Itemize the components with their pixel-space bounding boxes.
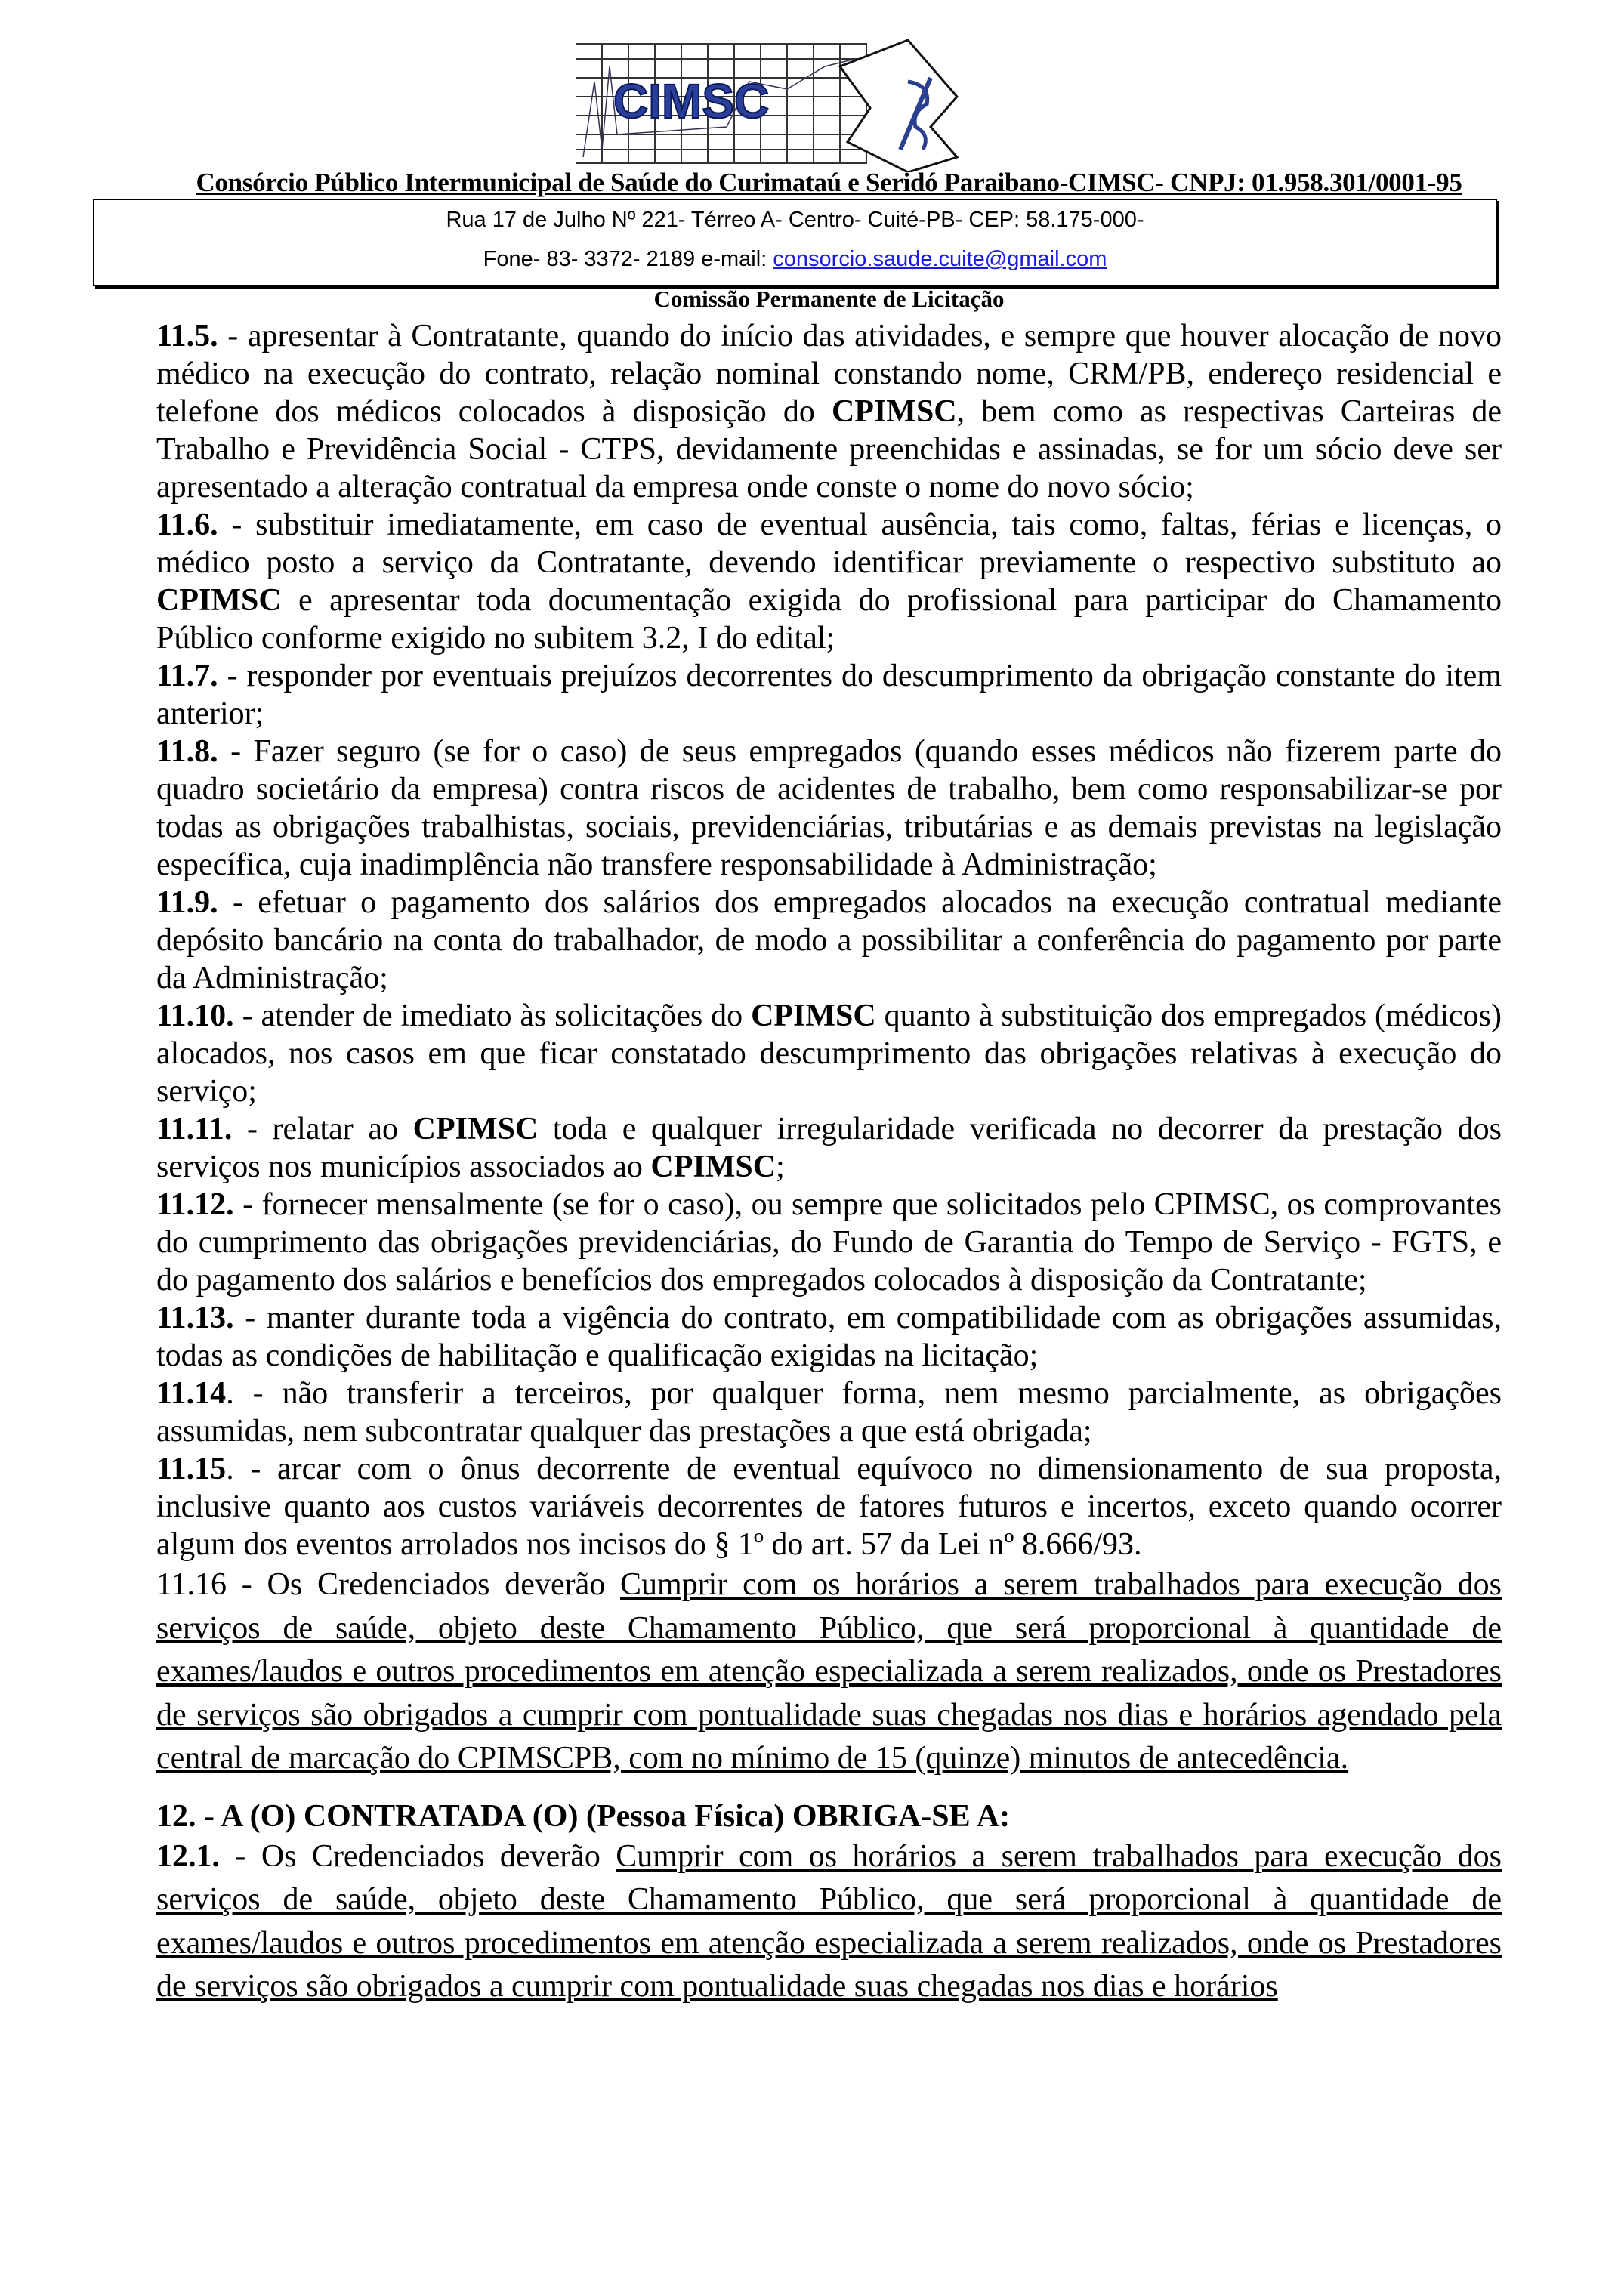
contact-line bbox=[94, 247, 1496, 272]
bold-text: CPIMSC bbox=[156, 583, 282, 618]
clause-text: - relatar ao bbox=[232, 1112, 413, 1146]
bold-text: 11.10. bbox=[156, 998, 234, 1033]
clause-text: - manter durante toda a vigência do contrato, em compatibilidade com as obrigações assumidas, todas as condições de habilitação e qualificação exigidas na licitação; bbox=[156, 1301, 1502, 1373]
bold-text: 12.1. bbox=[156, 1838, 220, 1874]
clause-text: - substituir imediatamente, em caso de eventual ausência, tais como, faltas, férias e licenças, o médico posto a serviço da Contratante, devendo identificar previamente o respectivo substituto ao bbox=[156, 508, 1502, 580]
clause-text: - Os Credenciados deverão bbox=[220, 1838, 616, 1874]
clause-text: - fornecer mensalmente (se for o caso), ou sempre que solicitados pelo CPIMSC, os comprovantes do cumprimento das obrigações previdenciárias, do Fundo de Garantia do Tempo de Serviço - FGTS, e do pagamento dos salários e benefícios dos empregados colocados à disposição da Contratante; bbox=[156, 1187, 1502, 1298]
bold-text: CPIMSC bbox=[650, 1150, 776, 1184]
clause-text: ; bbox=[776, 1150, 785, 1184]
clause-paragraph bbox=[156, 1450, 1502, 1563]
organization-title: Consórcio Público Intermunicipal de Saúde do Curimataú e Seridó Paraibano-CIMSC- CNPJ: 01.958.301/0001-95 bbox=[196, 168, 1462, 197]
cimsc-logo bbox=[576, 36, 1089, 172]
clause-text: . - não transferir a terceiros, por qualquer forma, nem mesmo parcialmente, as obrigações assumidas, nem subcontratar qualquer das prestações a que está obrigada; bbox=[156, 1376, 1502, 1449]
section-heading bbox=[156, 1798, 1502, 1835]
commission-title: Comissão Permanente de Licitação bbox=[653, 285, 1005, 312]
clause-text: e apresentar toda documentação exigida do profissional para participar do Chamamento Público conforme exigido no subitem 3.2, I do edital; bbox=[156, 583, 1502, 656]
clause-paragraph bbox=[156, 1299, 1502, 1375]
clause-text: quanto à substituição dos empregados (médicos) alocados, nos casos em que ficar constatado descumprimento das obrigações relativas à execução do serviço; bbox=[156, 998, 1502, 1109]
clause-paragraph bbox=[156, 733, 1502, 884]
clause-paragraph bbox=[156, 657, 1502, 733]
document-body bbox=[156, 317, 1502, 2009]
bold-text: 11.7. bbox=[156, 659, 218, 693]
clause-text: , bem como as respectivas Carteiras de Trabalho e Previdência Social - CTPS, devidamente preenchidas e assinadas, se for um sócio deve ser apresentado a alteração contratual da empresa onde conste o nome do novo sócio; bbox=[156, 394, 1502, 505]
bold-text: CPIMSC bbox=[412, 1112, 539, 1146]
email-link[interactable]: consorcio.saude.cuite@gmail.com bbox=[773, 247, 1107, 271]
underlined-text: Cumprir com os horários a serem trabalhados para execução dos serviços de saúde, objeto deste Chamamento Público, que será proporcional à quantidade de exames/laudos e outros procedimentos em atenção especializada a serem realizados, onde os Prestadores de serviços são obrigados a cumprir com pontualidade suas chegadas nos dias e horários agendado pela central de marcação do CPIMSCPB, com no mínimo de 15 (quinze) minutos de antecedência. bbox=[156, 1567, 1502, 1776]
address-box bbox=[93, 199, 1497, 286]
clause-text: 11.16 - Os Credenciados deverão bbox=[156, 1567, 621, 1602]
clause-paragraph bbox=[156, 1110, 1502, 1186]
bold-text: 11.13. bbox=[156, 1301, 234, 1335]
bold-text: 12. - A (O) CONTRATADA (O) (Pessoa Física) OBRIGA-SE A: bbox=[156, 1798, 1011, 1834]
clause-text: - efetuar o pagamento dos salários dos empregados alocados na execução contratual mediante depósito bancário na conta do trabalhador, de modo a possibilitar a conferência do pagamento por parte da Administração; bbox=[156, 885, 1502, 995]
bold-text: 11.14 bbox=[156, 1376, 227, 1411]
clause-paragraph bbox=[156, 1835, 1502, 2009]
bold-text: 11.12. bbox=[156, 1187, 234, 1222]
bold-text: 11.15 bbox=[156, 1452, 227, 1486]
bold-text: 11.6. bbox=[156, 508, 218, 542]
clause-text: toda e qualquer irregularidade verificada no decorrer da prestação dos serviços nos municípios associados ao bbox=[156, 1112, 1502, 1184]
address-line: Rua 17 de Julho Nº 221- Térreo A- Centro- Cuité-PB- CEP: 58.175-000- bbox=[446, 208, 1144, 232]
clause-paragraph bbox=[156, 1186, 1502, 1299]
underlined-text: Cumprir com os horários a serem trabalhados para execução dos serviços de saúde, objeto deste Chamamento Público, que será proporcional à quantidade de exames/laudos e outros procedimentos em atenção especializada a serem realizados, onde os Prestadores de serviços são obrigados a cumprir com pontualidade suas chegadas nos dias e horários bbox=[156, 1838, 1502, 2004]
clause-paragraph bbox=[156, 1563, 1502, 1781]
clause-paragraph bbox=[156, 1375, 1502, 1450]
bold-text: CPIMSC bbox=[831, 394, 957, 429]
clause-text: - responder por eventuais prejuízos decorrentes do descumprimento da obrigação constante do item anterior; bbox=[156, 659, 1502, 731]
bold-text: 11.8. bbox=[156, 734, 218, 769]
bold-text: 11.5. bbox=[156, 319, 218, 353]
clause-paragraph bbox=[156, 997, 1502, 1110]
bold-text: 11.11. bbox=[156, 1112, 233, 1146]
clause-text: - atender de imediato às solicitações do bbox=[233, 998, 752, 1033]
clause-text: . - arcar com o ônus decorrente de eventual equívoco no dimensionamento de sua proposta, inclusive quanto aos custos variáveis decorrentes de fatores futuros e incertos, exceto quando ocorrer algum dos eventos arrolados nos incisos do § 1º do art. 57 da Lei nº 8.666/93. bbox=[156, 1452, 1502, 1562]
phone-text: Fone- 83- 3372- 2189 e-mail: bbox=[483, 247, 773, 271]
bold-text: 11.9. bbox=[156, 885, 218, 920]
clause-paragraph bbox=[156, 884, 1502, 997]
bold-text: CPIMSC bbox=[751, 998, 876, 1033]
clause-text: - apresentar à Contratante, quando do início das atividades, e sempre que houver alocação de novo médico na execução do contrato, relação nominal constando nome, CRM/PB, endereço residencial e telefone dos médicos colocados à disposição do bbox=[156, 319, 1502, 429]
clause-paragraph bbox=[156, 317, 1502, 506]
clause-paragraph bbox=[156, 506, 1502, 657]
clause-text: - Fazer seguro (se for o caso) de seus empregados (quando esses médicos não fizerem parte do quadro societário da empresa) contra riscos de acidentes de trabalho, bem como responsabilizar-se por todas as obrigações trabalhistas, sociais, previdenciárias, tributárias e as demais previstas na legislação específica, cuja inadimplência não transfere responsabilidade à Administração; bbox=[156, 734, 1502, 882]
svg-text:CIMSC: CIMSC bbox=[613, 74, 770, 128]
